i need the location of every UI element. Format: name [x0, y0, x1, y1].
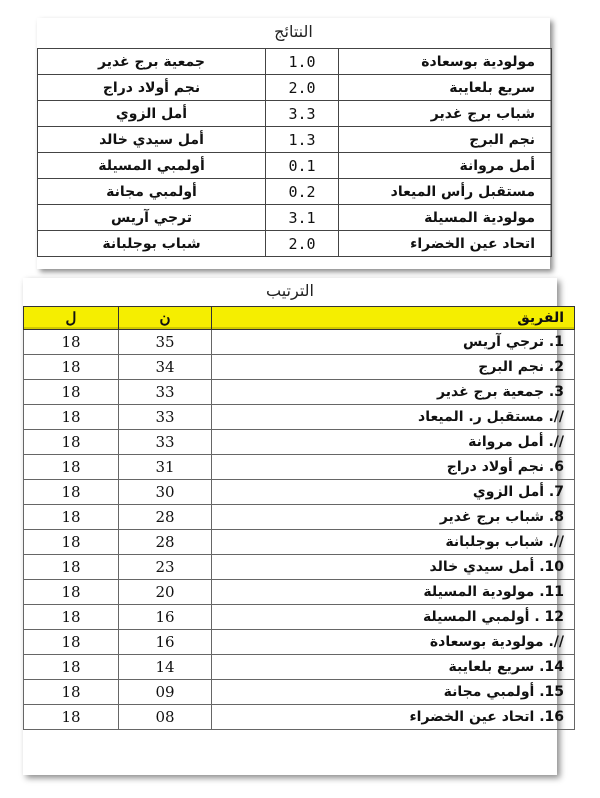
- away-team: أمل سيدي خالد: [38, 127, 266, 153]
- played-cell: 18: [24, 330, 119, 355]
- away-team: نجم أولاد دراج: [38, 75, 266, 101]
- away-team: أولمبي المسيلة: [38, 153, 266, 179]
- played-cell: 18: [24, 355, 119, 380]
- results-table: [37, 48, 552, 257]
- points-cell: 33: [119, 430, 212, 455]
- standings-row: [24, 380, 575, 405]
- result-row: [38, 49, 552, 75]
- result-row: [38, 127, 552, 153]
- team-cell: //. أمل مروانة: [212, 430, 575, 455]
- standings-panel: [23, 278, 564, 775]
- standings-body: [24, 330, 575, 730]
- standings-table: [23, 306, 575, 730]
- standings-row: [24, 455, 575, 480]
- played-cell: 18: [24, 380, 119, 405]
- result-row: [38, 75, 552, 101]
- team-cell: 15. أولمبي مجانة: [212, 680, 575, 705]
- away-team: ترجي آريس: [38, 205, 266, 231]
- home-team: اتحاد عين الخضراء: [339, 231, 552, 257]
- result-row: [38, 231, 552, 257]
- team-cell: 3. جمعية برج غدير: [212, 380, 575, 405]
- played-cell: 18: [24, 605, 119, 630]
- home-team: مستقبل رأس الميعاد: [339, 179, 552, 205]
- away-team: أمل الزوي: [38, 101, 266, 127]
- match-score: 0.2: [266, 179, 339, 205]
- match-score: 2.0: [266, 231, 339, 257]
- home-team: سريع بلعايبة: [339, 75, 552, 101]
- team-cell: 11. مولودية المسيلة: [212, 580, 575, 605]
- points-cell: 09: [119, 680, 212, 705]
- match-score: 0.1: [266, 153, 339, 179]
- header-played: ل: [24, 307, 119, 330]
- standings-row: [24, 530, 575, 555]
- standings-row: [24, 555, 575, 580]
- standings-row: [24, 330, 575, 355]
- points-cell: 31: [119, 455, 212, 480]
- played-cell: 18: [24, 680, 119, 705]
- team-cell: 16. اتحاد عين الخضراء: [212, 705, 575, 730]
- result-row: [38, 205, 552, 231]
- header-team: الفريق: [212, 307, 575, 330]
- result-row: [38, 101, 552, 127]
- standings-row: [24, 430, 575, 455]
- standings-row: [24, 680, 575, 705]
- played-cell: 18: [24, 705, 119, 730]
- match-score: 1.0: [266, 49, 339, 75]
- played-cell: 18: [24, 505, 119, 530]
- away-team: جمعية برج غدير: [38, 49, 266, 75]
- team-cell: 2. نجم البرج: [212, 355, 575, 380]
- standings-row: [24, 355, 575, 380]
- standings-row: [24, 480, 575, 505]
- played-cell: 18: [24, 530, 119, 555]
- played-cell: 18: [24, 580, 119, 605]
- played-cell: 18: [24, 455, 119, 480]
- results-panel: [37, 18, 550, 269]
- points-cell: 16: [119, 605, 212, 630]
- standings-row: [24, 655, 575, 680]
- away-team: شباب بوجلبانة: [38, 231, 266, 257]
- header-points: ن: [119, 307, 212, 330]
- played-cell: 18: [24, 430, 119, 455]
- team-cell: 14. سريع بلعايبة: [212, 655, 575, 680]
- home-team: مولودية المسيلة: [339, 205, 552, 231]
- points-cell: 08: [119, 705, 212, 730]
- team-cell: 10. أمل سيدي خالد: [212, 555, 575, 580]
- home-team: مولودية بوسعادة: [339, 49, 552, 75]
- result-row: [38, 153, 552, 179]
- standings-header-row: [24, 307, 575, 330]
- points-cell: 34: [119, 355, 212, 380]
- team-cell: 7. أمل الزوي: [212, 480, 575, 505]
- standings-row: [24, 405, 575, 430]
- match-score: 2.0: [266, 75, 339, 101]
- match-score: 3.1: [266, 205, 339, 231]
- team-cell: //. شباب بوجلبانة: [212, 530, 575, 555]
- points-cell: 30: [119, 480, 212, 505]
- points-cell: 28: [119, 530, 212, 555]
- standings-row: [24, 505, 575, 530]
- points-cell: 35: [119, 330, 212, 355]
- standings-header: [24, 307, 575, 330]
- home-team: نجم البرج: [339, 127, 552, 153]
- standings-row: [24, 580, 575, 605]
- played-cell: 18: [24, 480, 119, 505]
- points-cell: 23: [119, 555, 212, 580]
- played-cell: 18: [24, 405, 119, 430]
- team-cell: 12 . أولمبي المسيلة: [212, 605, 575, 630]
- points-cell: 33: [119, 380, 212, 405]
- result-row: [38, 179, 552, 205]
- team-cell: //. مولودية بوسعادة: [212, 630, 575, 655]
- match-score: 3.3: [266, 101, 339, 127]
- standings-title: الترتيب: [266, 281, 314, 300]
- match-score: 1.3: [266, 127, 339, 153]
- points-cell: 28: [119, 505, 212, 530]
- standings-row: [24, 630, 575, 655]
- standings-row: [24, 705, 575, 730]
- home-team: أمل مروانة: [339, 153, 552, 179]
- points-cell: 33: [119, 405, 212, 430]
- team-cell: 8. شباب برج غدير: [212, 505, 575, 530]
- points-cell: 20: [119, 580, 212, 605]
- points-cell: 14: [119, 655, 212, 680]
- results-body: [38, 49, 552, 257]
- played-cell: 18: [24, 555, 119, 580]
- standings-row: [24, 605, 575, 630]
- results-title: النتائج: [274, 22, 313, 41]
- points-cell: 16: [119, 630, 212, 655]
- team-cell: 6. نجم أولاد دراج: [212, 455, 575, 480]
- team-cell: //. مستقبل ر. الميعاد: [212, 405, 575, 430]
- home-team: شباب برج غدير: [339, 101, 552, 127]
- played-cell: 18: [24, 630, 119, 655]
- team-cell: 1. ترجي آريس: [212, 330, 575, 355]
- played-cell: 18: [24, 655, 119, 680]
- away-team: أولمبي مجانة: [38, 179, 266, 205]
